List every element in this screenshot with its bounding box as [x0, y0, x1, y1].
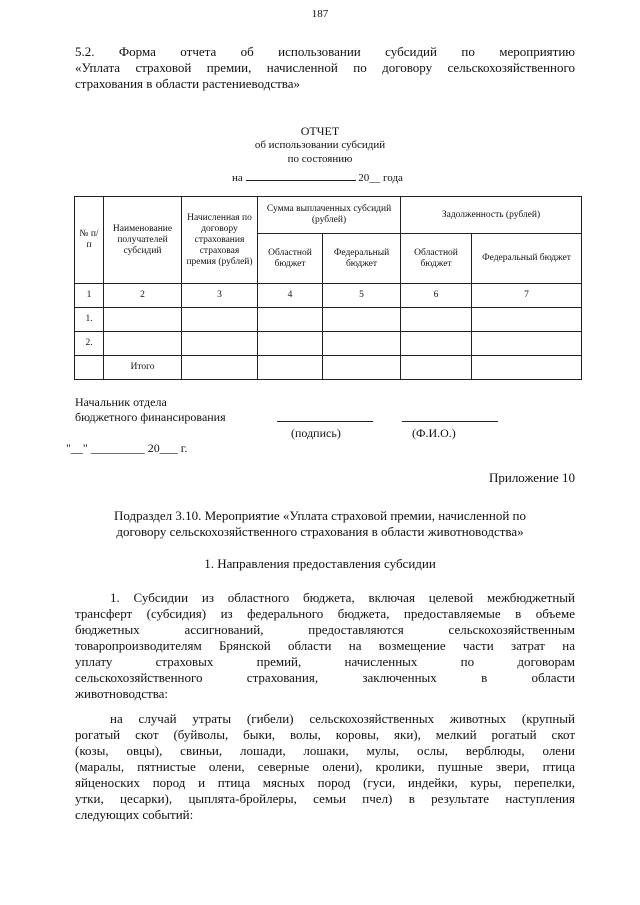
- p2-line: (маралы, пятнистые олени, северные олени), кролики, пушные звери, птица: [75, 759, 575, 774]
- table-row-total: [75, 356, 582, 380]
- table-cell: [182, 332, 258, 356]
- table-cell: [323, 308, 401, 332]
- table-cell: [258, 332, 323, 356]
- subsection-line-1: Подраздел 3.10. Мероприятие «Уплата страховой премии, начисленной по: [114, 508, 526, 523]
- table-cell: [258, 308, 323, 332]
- fio-line: [402, 421, 498, 422]
- table-cell: [323, 332, 401, 356]
- table-cell: [258, 356, 323, 380]
- col-number: 2: [104, 284, 182, 308]
- header-num: № п/п: [75, 197, 104, 284]
- form-heading-line-2: «Уплата страховой премии, начисленной по договору сельскохозяйственного: [75, 60, 575, 75]
- signature-position-2: бюджетного финансирования: [75, 410, 226, 424]
- form-heading-line-1: 5.2. Форма отчета об использовании субсидий по мероприятию: [75, 44, 575, 59]
- form-heading-line-3: страхования в области растениеводства»: [75, 76, 301, 91]
- table-cell: [472, 332, 582, 356]
- p1-line: трансферт (субсидия) из федерального бюджета, предоставляемые в объеме: [75, 606, 575, 621]
- signature-line: [277, 421, 373, 422]
- row-num: 2.: [75, 332, 104, 356]
- col-number: 7: [472, 284, 582, 308]
- row-num: [75, 356, 104, 380]
- appendix-label: Приложение 10: [488, 470, 575, 485]
- header-paid-regional: Областной бюджет: [258, 234, 323, 284]
- signature-position-1: Начальник отдела: [75, 395, 167, 409]
- p1-line: 1. Субсидии из областного бюджета, включая целевой межбюджетный: [110, 590, 575, 605]
- p1-line: сельскохозяйственного страхования, заключенных в области: [75, 670, 575, 685]
- p2-line: (козы, овцы), свиньи, лошади, лошаки, мулы, ослы, верблюды, олени: [75, 743, 575, 758]
- header-name: Наименование получателей субсидий: [104, 197, 182, 284]
- col-number: 6: [401, 284, 472, 308]
- table-cell: [472, 308, 582, 332]
- page-number: 187: [311, 8, 329, 20]
- table-cell: [182, 308, 258, 332]
- report-date-blank: [246, 168, 356, 181]
- row-name: [104, 332, 182, 356]
- table-cell: [323, 356, 401, 380]
- table-row: [75, 332, 582, 356]
- p1-line: уплату страховых премий, начисленных по договорам: [75, 654, 575, 669]
- p2-line: яйценоских пород и птица мясных пород (гуси, индейки, куры, перепелки,: [75, 775, 575, 790]
- header-paid-federal: Федеральный бюджет: [323, 234, 401, 284]
- header-debt-federal: Федеральный бюджет: [472, 234, 582, 284]
- report-subtitle-2: по состоянию: [287, 153, 353, 165]
- col-number: 3: [182, 284, 258, 308]
- p2-line: рогатый скот (буйволы, быки, волы, коровы, яки), мелкий рогатый скот: [75, 727, 575, 742]
- report-subtitle-1: об использовании субсидий: [254, 139, 386, 151]
- header-accrued-premium: Начисленная по договору страхования страховая премия (рублей): [182, 197, 258, 284]
- table-cell: [182, 356, 258, 380]
- report-date-prefix: на: [232, 172, 243, 184]
- col-number: 1: [75, 284, 104, 308]
- report-date-line: [232, 168, 403, 184]
- fio-label: (Ф.И.О.): [412, 426, 456, 440]
- table-cell: [401, 332, 472, 356]
- table-row: [75, 308, 582, 332]
- header-debt: Задолженность (рублей): [401, 197, 582, 234]
- table-cell: [401, 356, 472, 380]
- p1-line-last: животноводства:: [75, 686, 169, 701]
- report-table: [74, 196, 582, 380]
- p1-line: товаропроизводителям Брянской области на возмещение части затрат на: [75, 638, 575, 653]
- table-cell: [472, 356, 582, 380]
- row-name: [104, 308, 182, 332]
- subsection-line-2: договору сельскохозяйственного страхования в области животноводства»: [116, 524, 524, 539]
- section-title: 1. Направления предоставления субсидии: [204, 556, 436, 571]
- row-num: 1.: [75, 308, 104, 332]
- p2-line: на случай утраты (гибели) сельскохозяйственных животных (крупный: [110, 711, 575, 726]
- signature-date: "__" _________ 20___ г.: [66, 441, 188, 455]
- report-date-year: 20__ года: [358, 172, 403, 184]
- signature-label: (подпись): [291, 426, 341, 440]
- table-cell: [401, 308, 472, 332]
- col-number: 4: [258, 284, 323, 308]
- p1-line: бюджетных ассигнований, предоставляются сельскохозяйственным: [75, 622, 575, 637]
- report-title: ОТЧЕТ: [300, 124, 340, 138]
- row-name-total: Итого: [104, 356, 182, 380]
- header-debt-regional: Областной бюджет: [401, 234, 472, 284]
- header-paid-subsidies: Сумма выплаченных субсидий (рублей): [258, 197, 401, 234]
- col-number: 5: [323, 284, 401, 308]
- p2-line: утки, цесарки), цыплята-бройлеры, семьи пчел) в результате наступления: [75, 791, 575, 806]
- p2-line-last: следующих событий:: [75, 807, 194, 822]
